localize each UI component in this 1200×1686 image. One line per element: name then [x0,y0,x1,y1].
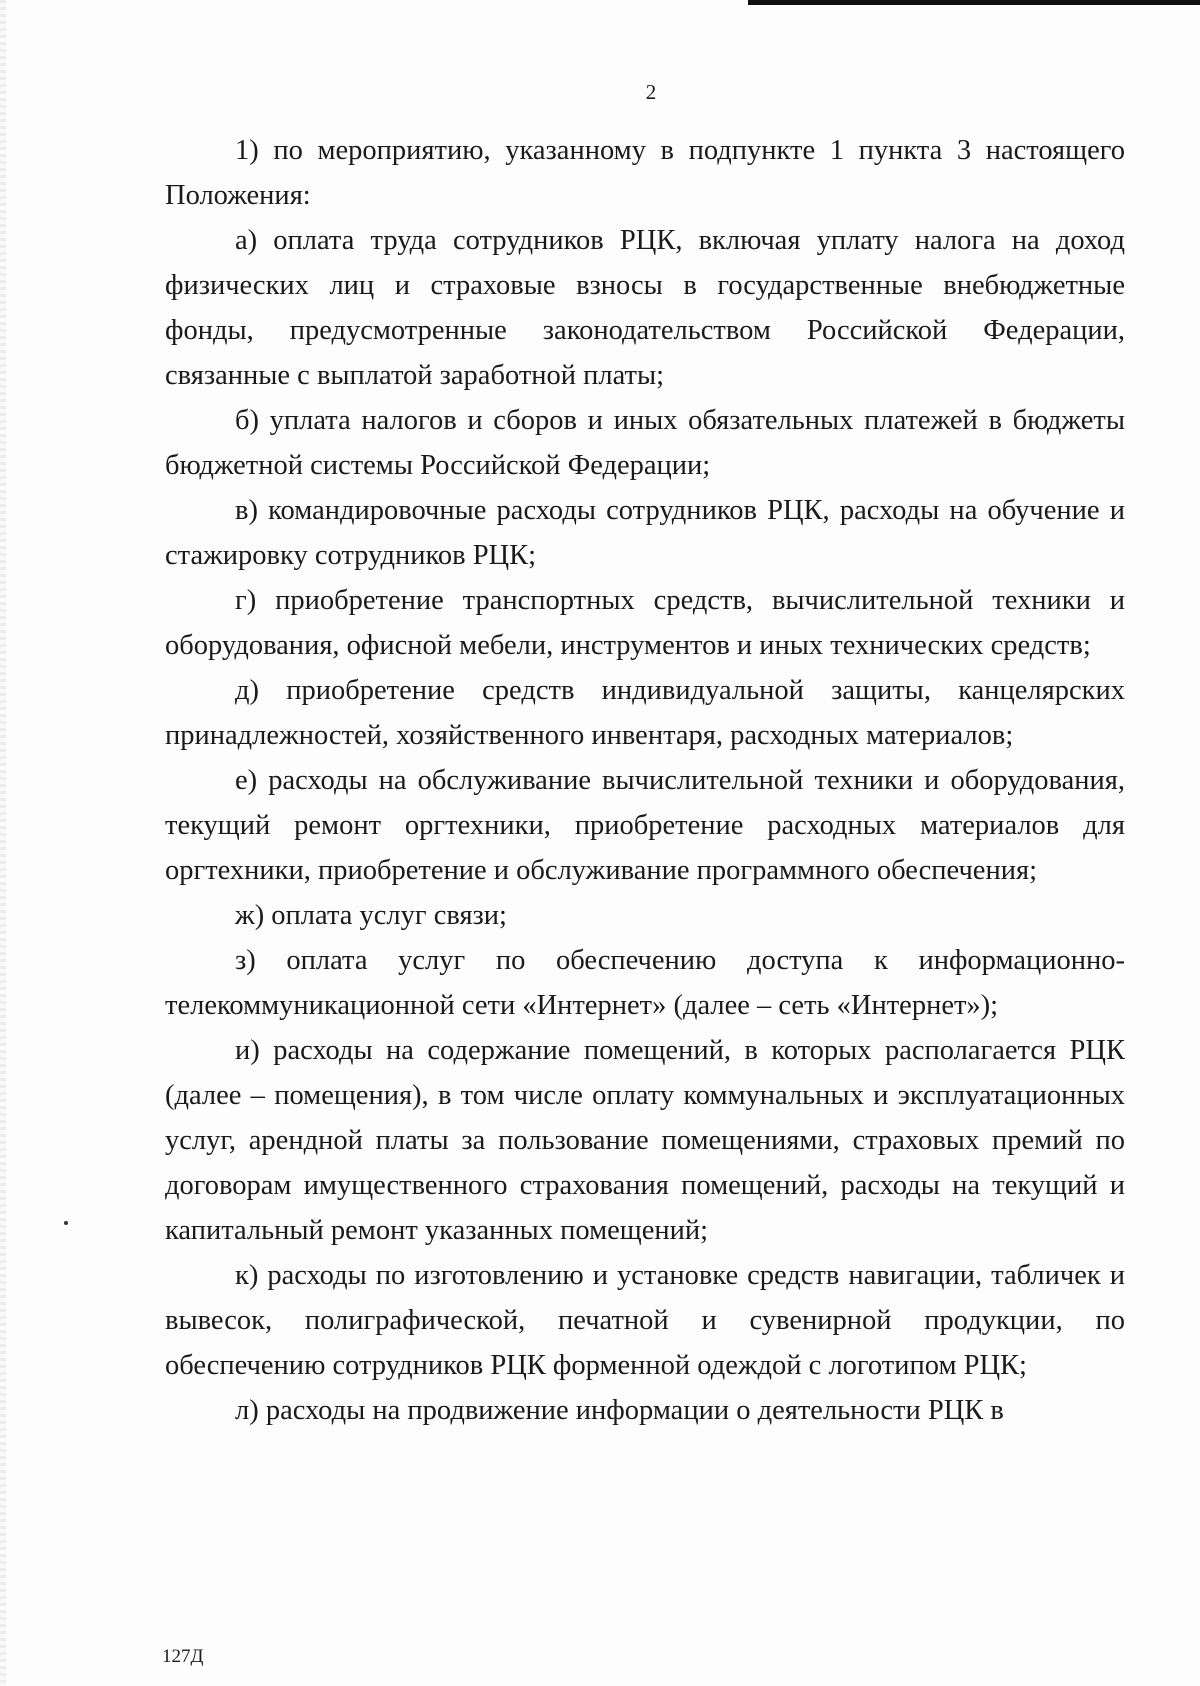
paragraph-e: е) расходы на обслуживание вычислительной техники и оборудования, текущий ремонт оргтехники, приобретение расходных материалов для оргтехники, приобретение и обслуживание программного обеспечения; [165,765,1125,886]
paragraph-1: 1) по мероприятию, указанному в подпункте 1 пункта 3 настоящего Положения: [165,135,1125,211]
paragraph-k: к) расходы по изготовлению и установке средств навигации, табличек и вывесок, полиграфической, печатной и сувенирной продукции, по обеспечению сотрудников РЦК форменной одеждой с логотипом РЦК; [165,1260,1125,1381]
paragraph-l: л) расходы на продвижение информации о деятельности РЦК в [235,1395,1004,1426]
paragraph-b: б) уплата налогов и сборов и иных обязательных платежей в бюджеты бюджетной системы Российской Федерации; [165,405,1125,481]
paragraph-z: з) оплата услуг по обеспечению доступа к информационно-телекоммуникационной сети «Интернет» (далее – сеть «Интернет»); [165,945,1125,1021]
footer-code: 127Д [162,1646,204,1667]
page-number: 2 [645,80,657,104]
paragraph-d: д) приобретение средств индивидуальной защиты, канцелярских принадлежностей, хозяйственного инвентаря, расходных материалов; [165,675,1125,751]
paragraph-a: а) оплата труда сотрудников РЦК, включая уплату налога на доход физических лиц и страховые взносы в государственные внебюджетные фонды, предусмотренные законодательством Российской Федерации, связанные с выплатой заработной платы; [165,225,1125,391]
scan-edge [0,0,6,1686]
scan-speck [64,1221,68,1225]
document-body [165,128,1125,1433]
paragraph-v: в) командировочные расходы сотрудников РЦК, расходы на обучение и стажировку сотрудников РЦК; [165,495,1125,571]
paragraph-zh: ж) оплата услуг связи; [235,900,507,931]
paragraph-g: г) приобретение транспортных средств, вычислительной техники и оборудования, офисной мебели, инструментов и иных технических средств; [165,585,1125,661]
paragraph-i: и) расходы на содержание помещений, в которых располагается РЦК (далее – помещения), в том числе оплату коммунальных и эксплуатационных услуг, арендной платы за пользование помещениями, страховых премий по договорам имущественного страхования помещений, расходы на текущий и капитальный ремонт указанных помещений; [165,1035,1125,1246]
header-rule [748,0,1200,5]
